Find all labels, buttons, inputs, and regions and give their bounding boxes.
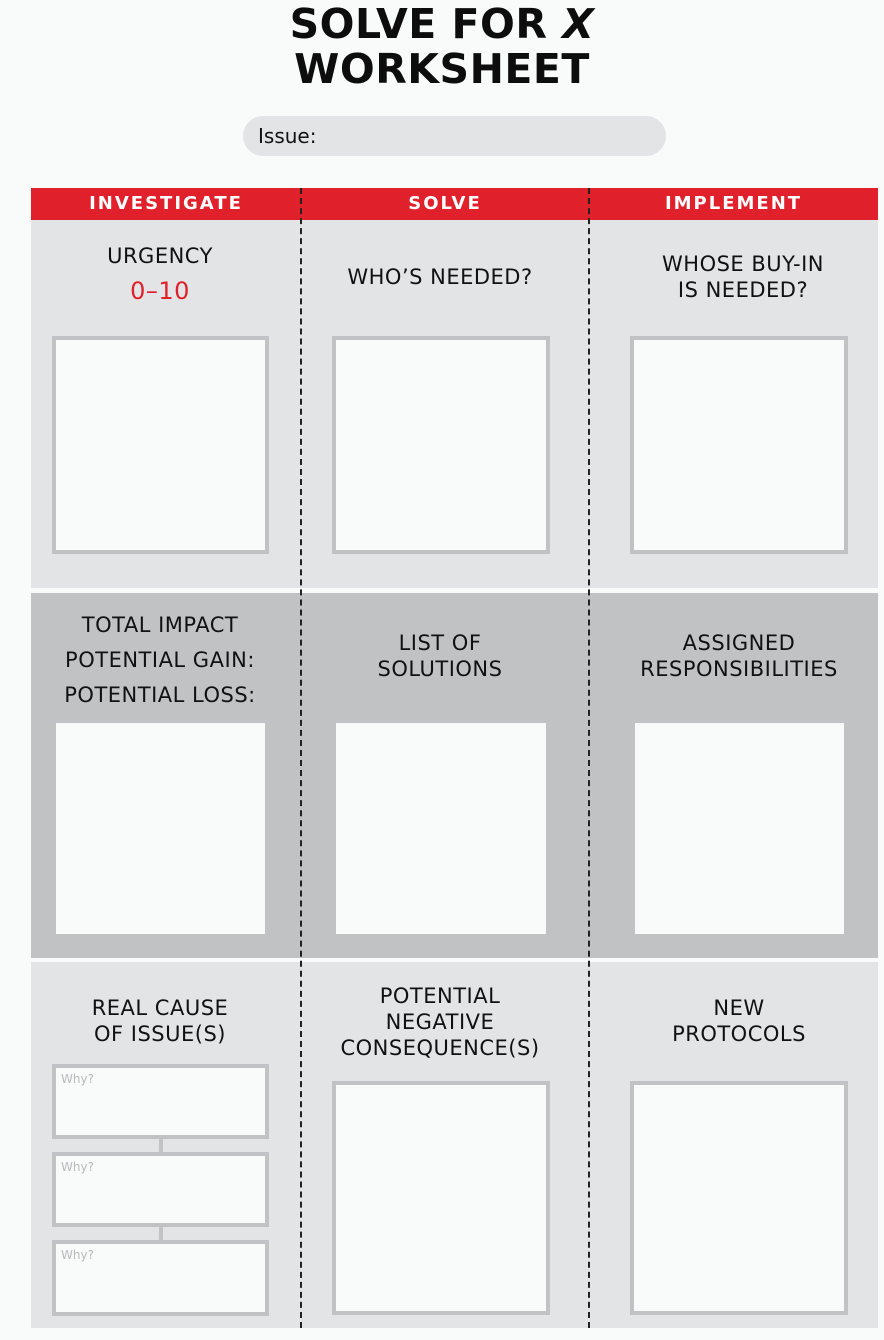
impact-box[interactable] — [56, 723, 265, 934]
cause-heading — [25, 995, 295, 1047]
why-box-1[interactable] — [52, 1064, 269, 1139]
title-line2: WORKSHEET — [294, 45, 590, 93]
why-box-3[interactable] — [52, 1240, 269, 1316]
assigned-line2: RESPONSIBILITIES — [640, 657, 838, 681]
title-line1: SOLVE FOR — [289, 0, 563, 48]
negative-heading — [305, 983, 575, 1061]
neg-line2: NEGATIVE — [385, 1010, 495, 1034]
assigned-line1: ASSIGNED — [682, 631, 796, 655]
why-label-1: Why? — [61, 1072, 94, 1086]
issue-label: Issue: — [258, 124, 317, 148]
protocols-line2: PROTOCOLS — [672, 1022, 806, 1046]
solutions-line2: SOLUTIONS — [377, 657, 503, 681]
negative-box[interactable] — [332, 1081, 550, 1315]
whos-needed-heading: WHO’S NEEDED? — [347, 265, 533, 289]
impact-line1: TOTAL IMPACT — [81, 613, 239, 637]
urgency-box[interactable] — [52, 336, 269, 554]
urgency-heading — [25, 243, 295, 304]
buyin-line1: WHOSE BUY-IN — [662, 252, 824, 276]
neg-line1: POTENTIAL — [379, 984, 501, 1008]
column-divider-2 — [588, 188, 590, 1328]
solutions-line1: LIST OF — [398, 631, 482, 655]
why-connector-1 — [159, 1139, 163, 1153]
impact-heading — [25, 608, 295, 713]
column-header-bar — [31, 188, 878, 220]
column-implement: IMPLEMENT — [664, 193, 803, 214]
issue-field[interactable] — [243, 116, 666, 156]
whos-needed-box[interactable] — [332, 336, 550, 554]
impact-line3: POTENTIAL LOSS: — [64, 683, 256, 707]
column-investigate: INVESTIGATE — [89, 193, 243, 214]
urgency-range: 0–10 — [130, 277, 190, 305]
column-solve: SOLVE — [408, 193, 482, 214]
worksheet-title — [0, 2, 884, 92]
urgency-label: URGENCY — [107, 244, 213, 268]
assigned-heading — [604, 630, 874, 682]
why-box-2[interactable] — [52, 1152, 269, 1227]
why-label-3: Why? — [61, 1248, 94, 1262]
why-label-2: Why? — [61, 1160, 94, 1174]
cause-line2: OF ISSUE(S) — [94, 1022, 226, 1046]
solutions-box[interactable] — [336, 723, 546, 934]
impact-line2: POTENTIAL GAIN: — [65, 648, 255, 672]
cause-line1: REAL CAUSE — [91, 996, 229, 1020]
buyin-line2: IS NEEDED? — [677, 278, 809, 302]
buyin-box[interactable] — [630, 336, 848, 554]
assigned-box[interactable] — [635, 723, 844, 934]
why-connector-2 — [159, 1227, 163, 1241]
protocols-box[interactable] — [630, 1081, 848, 1315]
column-divider-1 — [300, 188, 302, 1328]
protocols-heading — [604, 995, 874, 1047]
title-x: X — [562, 0, 595, 48]
protocols-line1: NEW — [713, 996, 765, 1020]
neg-line3: CONSEQUENCE(S) — [340, 1036, 540, 1060]
solutions-heading — [305, 630, 575, 682]
buyin-heading — [608, 251, 878, 303]
